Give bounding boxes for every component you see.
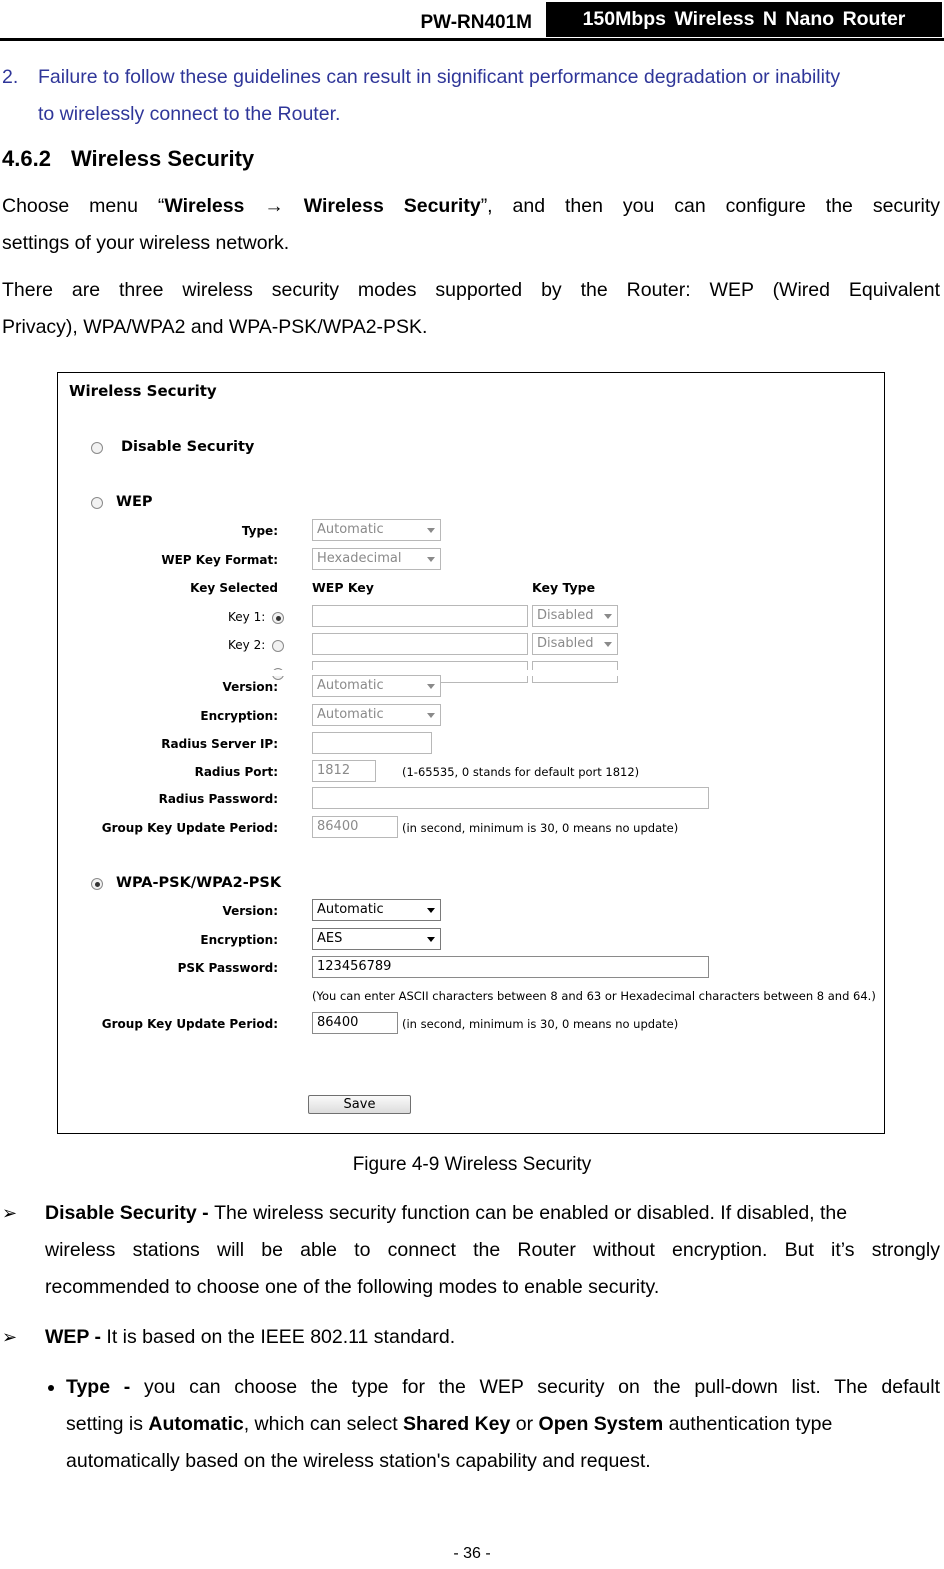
wep-type-select[interactable]: Automatic bbox=[312, 519, 441, 541]
header-rule bbox=[0, 38, 944, 41]
chevron-down-icon bbox=[604, 614, 612, 619]
section-number: 4.6.2 bbox=[2, 146, 51, 171]
wep-type-label: Type: bbox=[241, 524, 278, 538]
psk-group-key-label: Group Key Update Period: bbox=[101, 1017, 278, 1031]
arrow-bullet-icon: ➢ bbox=[2, 1203, 18, 1223]
wep-key-header: WEP Key bbox=[312, 580, 374, 595]
psk-password-input[interactable]: 123456789 bbox=[312, 956, 709, 978]
wpa-psk-radio[interactable] bbox=[91, 878, 103, 890]
key2-label: Key 2: bbox=[228, 638, 266, 652]
wpa-psk-label: WPA-PSK/WPA2-PSK bbox=[116, 875, 282, 891]
radius-ip-input[interactable] bbox=[312, 732, 432, 754]
arrow-bullet-icon: ➢ bbox=[2, 1327, 18, 1347]
psk-encryption-select[interactable]: AES bbox=[312, 928, 441, 950]
note-number: 2. bbox=[2, 66, 19, 88]
wep-bullet-line: WEP - It is based on the IEEE 802.11 standard. bbox=[45, 1326, 456, 1348]
disable-security-label: Disable Security bbox=[121, 439, 255, 455]
type-line1: Type - you can choose the type for the WEP security on the pull-down list. The default bbox=[66, 1376, 940, 1398]
disable-security-line3: recommended to choose one of the following modes to enable security. bbox=[45, 1276, 660, 1298]
key2-radio[interactable] bbox=[272, 640, 284, 652]
key-type-header: Key Type bbox=[532, 580, 596, 595]
header-model: PW-RN401M bbox=[420, 12, 532, 33]
wpa-group-key-note: (in second, minimum is 30, 0 means no update) bbox=[402, 821, 679, 835]
psk-group-key-note: (in second, minimum is 30, 0 means no update) bbox=[402, 1017, 679, 1031]
psk-version-select[interactable]: Automatic bbox=[312, 899, 441, 921]
key-selected-label: Key Selected bbox=[190, 581, 278, 595]
key1-type-select[interactable]: Disabled bbox=[532, 605, 618, 627]
chevron-down-icon bbox=[427, 713, 435, 718]
key1-label: Key 1: bbox=[228, 610, 266, 624]
wpa-encryption-label: Encryption: bbox=[200, 709, 278, 723]
section-heading bbox=[2, 140, 254, 177]
note-line-1: Failure to follow these guidelines can result in significant performance degradation or inability bbox=[38, 66, 841, 88]
dot-bullet-icon bbox=[48, 1385, 54, 1391]
page-number: - 36 - bbox=[453, 1545, 491, 1562]
chevron-down-icon bbox=[427, 557, 435, 562]
wep-key-format-select[interactable]: Hexadecimal bbox=[312, 548, 441, 570]
disable-security-radio[interactable] bbox=[91, 442, 103, 454]
disable-security-line2: wireless stations will be able to connect the Router without encryption. But it’s strongly bbox=[45, 1239, 940, 1261]
wep-radio[interactable] bbox=[91, 497, 103, 509]
psk-version-label: Version: bbox=[222, 904, 278, 918]
chevron-down-icon bbox=[427, 684, 435, 689]
wireless-security-figure bbox=[57, 372, 885, 1134]
wpa-encryption-select[interactable]: Automatic bbox=[312, 704, 441, 726]
psk-password-note: (You can enter ASCII characters between 8 and 63 or Hexadecimal characters between 8 and 64.) bbox=[312, 989, 876, 1003]
radius-password-input[interactable] bbox=[312, 787, 709, 809]
figure-caption: Figure 4-9 Wireless Security bbox=[352, 1154, 592, 1175]
psk-encryption-label: Encryption: bbox=[200, 933, 278, 947]
wpa-group-key-label: Group Key Update Period: bbox=[101, 821, 278, 835]
psk-group-key-input[interactable]: 86400 bbox=[312, 1012, 398, 1034]
radius-port-note: (1-65535, 0 stands for default port 1812) bbox=[402, 765, 640, 779]
wpa-version-label: Version: bbox=[222, 680, 278, 694]
intro-p2-line2: Privacy), WPA/WPA2 and WPA-PSK/WPA2-PSK. bbox=[2, 316, 428, 338]
intro-p1-line1: Choose menu “Wireless → Wireless Security”, and then you can configure the security bbox=[2, 195, 941, 217]
intro-p1-line2: settings of your wireless network. bbox=[2, 232, 290, 254]
wpa-group-key-input[interactable]: 86400 bbox=[312, 816, 398, 838]
psk-password-label: PSK Password: bbox=[177, 961, 278, 975]
screenshot-cut bbox=[59, 670, 883, 676]
key1-radio[interactable] bbox=[272, 612, 284, 624]
wpa-version-select[interactable]: Automatic bbox=[312, 675, 441, 697]
intro-p2-line1: There are three wireless security modes supported by the Router: WEP (Wired Equivalent bbox=[2, 279, 940, 301]
header-product: 150Mbps Wireless N Nano Router bbox=[546, 2, 942, 37]
key2-type-select[interactable]: Disabled bbox=[532, 633, 618, 655]
chevron-down-icon bbox=[427, 908, 435, 913]
section-title: Wireless Security bbox=[70, 146, 255, 171]
chevron-down-icon bbox=[427, 937, 435, 942]
note-line-2: to wirelessly connect to the Router. bbox=[38, 103, 341, 125]
radius-password-label: Radius Password: bbox=[158, 792, 278, 806]
key2-input[interactable] bbox=[312, 633, 528, 655]
wep-key-format-label: WEP Key Format: bbox=[161, 553, 278, 567]
type-line2: setting is Automatic, which can select Shared Key or Open System authentication type bbox=[66, 1413, 833, 1435]
page-header bbox=[0, 0, 944, 40]
save-button[interactable]: Save bbox=[308, 1095, 411, 1114]
key1-input[interactable] bbox=[312, 605, 528, 627]
disable-security-line1: Disable Security - The wireless security function can be enabled or disabled. If disabled, the bbox=[45, 1202, 848, 1224]
menu-path: Wireless → Wireless Security bbox=[164, 195, 481, 217]
wep-label: WEP bbox=[116, 494, 153, 510]
radius-port-input[interactable]: 1812 bbox=[312, 760, 376, 782]
figure-title: Wireless Security bbox=[69, 382, 217, 400]
radius-ip-label: Radius Server IP: bbox=[161, 737, 278, 751]
chevron-down-icon bbox=[604, 642, 612, 647]
type-line3: automatically based on the wireless station's capability and request. bbox=[66, 1450, 651, 1472]
radius-port-label: Radius Port: bbox=[194, 765, 278, 779]
chevron-down-icon bbox=[427, 528, 435, 533]
